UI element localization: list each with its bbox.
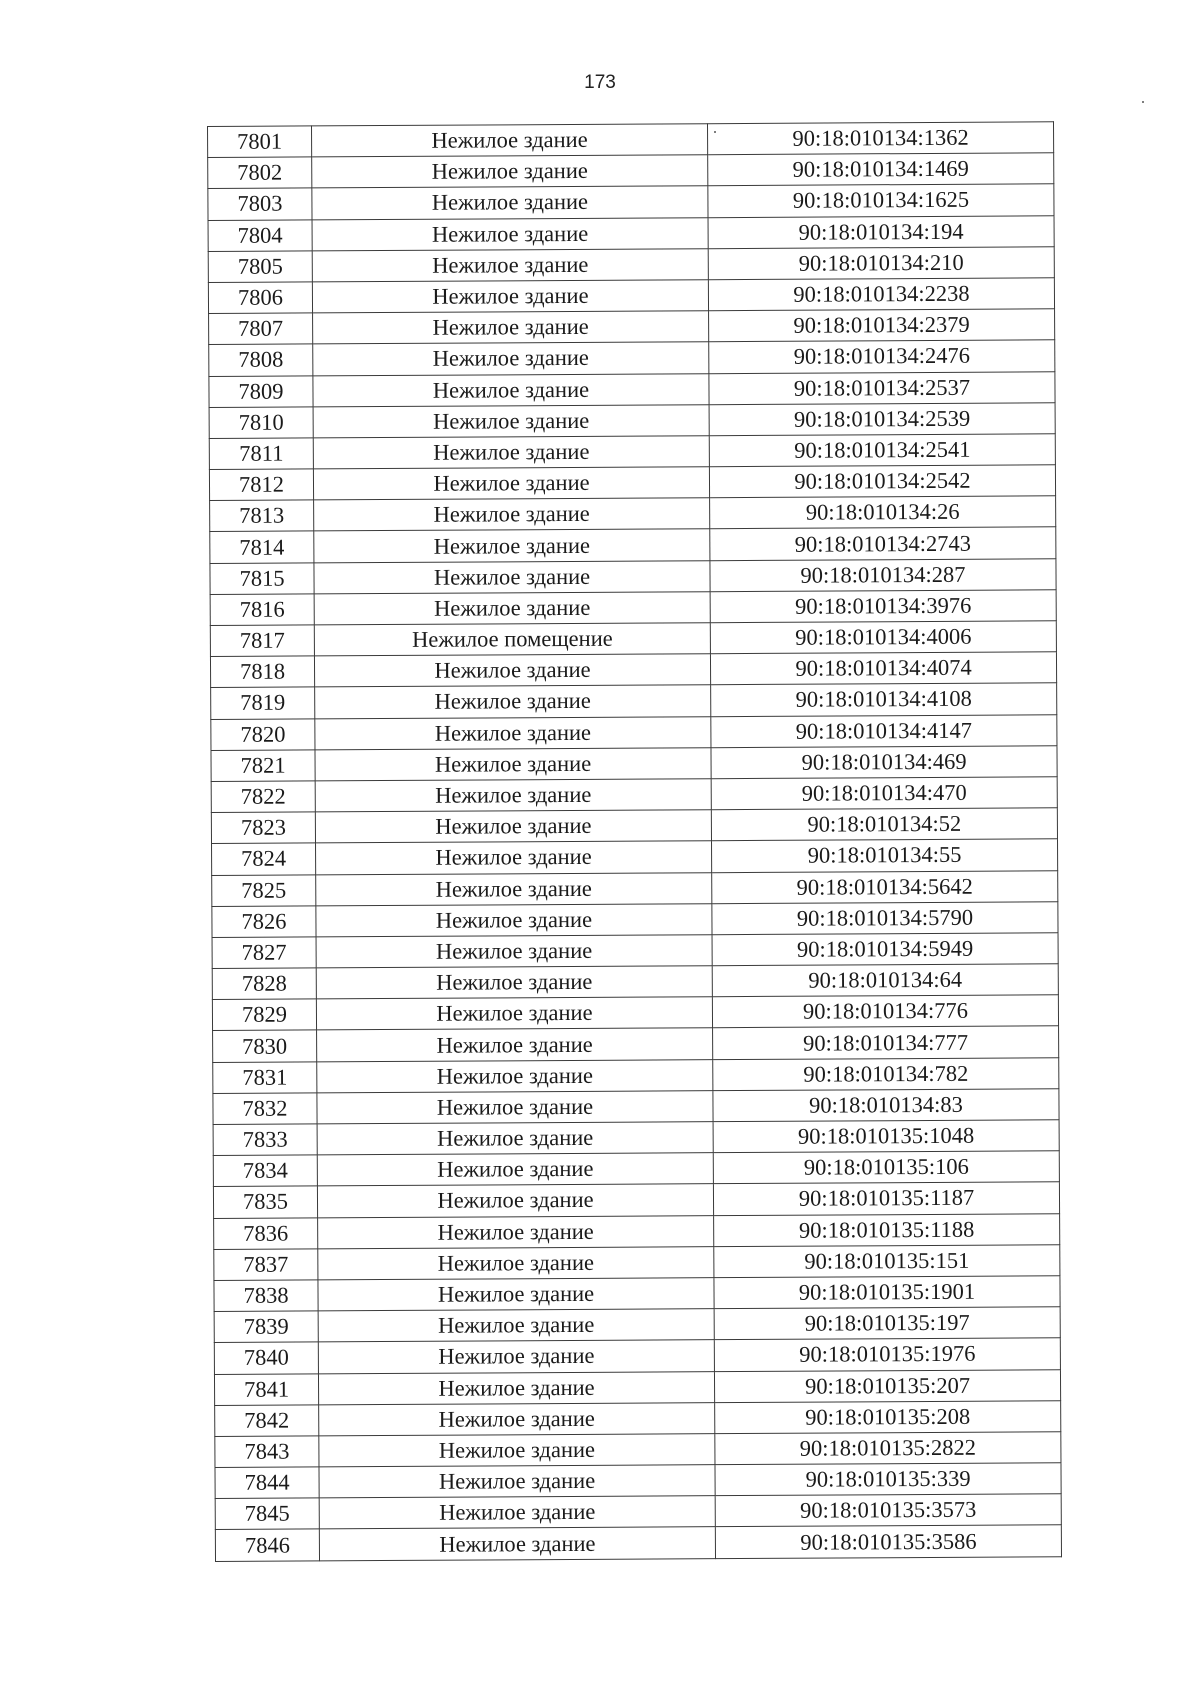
cadastral-number-cell: 90:18:010134:2379 <box>709 309 1055 342</box>
table-row <box>210 621 1056 657</box>
object-type-cell: Нежилое здание <box>317 1059 713 1092</box>
table-row <box>208 184 1054 220</box>
object-type-cell: Нежилое здание <box>316 935 712 968</box>
table-row <box>215 1494 1061 1530</box>
cadastral-number-cell: 90:18:010134:5949 <box>712 933 1058 966</box>
page-number: 173 <box>584 72 616 93</box>
row-number-cell: 7829 <box>212 999 316 1031</box>
object-type-cell: Нежилое здание <box>316 997 712 1030</box>
table-row <box>214 1276 1060 1312</box>
row-number-cell: 7835 <box>213 1186 317 1218</box>
table-row <box>215 1432 1061 1468</box>
object-type-cell: Нежилое здание <box>317 1091 713 1124</box>
object-type-cell: Нежилое здание <box>312 217 708 250</box>
cadastral-number-cell: 90:18:010134:2541 <box>709 434 1055 467</box>
object-type-cell: Нежилое здание <box>314 498 710 531</box>
table-row <box>212 870 1058 906</box>
row-number-cell: 7831 <box>213 1062 317 1094</box>
row-number-cell: 7839 <box>214 1311 318 1343</box>
object-type-cell: Нежилое здание <box>313 373 709 406</box>
table-row <box>213 1182 1059 1218</box>
table-row <box>214 1369 1060 1405</box>
object-type-cell: Нежилое здание <box>312 248 708 281</box>
row-number-cell: 7843 <box>215 1436 319 1468</box>
scan-speck <box>714 131 716 133</box>
table-row <box>215 1525 1061 1561</box>
object-type-cell: Нежилое здание <box>316 841 712 874</box>
row-number-cell: 7806 <box>208 282 312 314</box>
object-type-cell: Нежилое здание <box>315 747 711 780</box>
cadastral-number-cell: 90:18:010134:26 <box>710 496 1056 529</box>
cadastral-number-cell: 90:18:010134:2743 <box>710 527 1056 560</box>
table-row <box>212 901 1058 937</box>
table-row <box>211 808 1057 844</box>
row-number-cell: 7824 <box>212 843 316 875</box>
row-number-cell: 7830 <box>213 1030 317 1062</box>
row-number-cell: 7846 <box>215 1529 319 1561</box>
object-type-cell: Нежилое здание <box>315 810 711 843</box>
row-number-cell: 7834 <box>213 1155 317 1187</box>
table-row <box>215 1400 1061 1436</box>
row-number-cell: 7838 <box>214 1280 318 1312</box>
table-row <box>209 402 1055 438</box>
cadastral-number-cell: 90:18:010135:151 <box>714 1245 1060 1278</box>
object-type-cell: Нежилое здание <box>319 1527 715 1560</box>
row-number-cell: 7819 <box>211 687 315 719</box>
table-row <box>210 558 1056 594</box>
object-type-cell: Нежилое здание <box>318 1309 714 1342</box>
table-row <box>210 590 1056 626</box>
table-row <box>213 1120 1059 1156</box>
cadastral-number-cell: 90:18:010134:4108 <box>711 683 1057 716</box>
table-row <box>213 1057 1059 1093</box>
table-row <box>214 1307 1060 1343</box>
object-type-cell: Нежилое здание <box>316 872 712 905</box>
object-type-cell: Нежилое здание <box>316 966 712 999</box>
cadastral-number-cell: 90:18:010134:2542 <box>709 465 1055 498</box>
row-number-cell: 7808 <box>209 344 313 376</box>
object-type-cell: Нежилое здание <box>314 529 710 562</box>
table-row <box>209 340 1055 376</box>
object-type-cell: Нежилое помещение <box>314 623 710 656</box>
object-type-cell: Нежилое здание <box>319 1496 715 1529</box>
object-type-cell: Нежилое здание <box>312 155 708 188</box>
row-number-cell: 7812 <box>209 469 313 501</box>
table-row <box>212 964 1058 1000</box>
object-type-cell: Нежилое здание <box>316 903 712 936</box>
object-type-cell: Нежилое здание <box>315 685 711 718</box>
row-number-cell: 7816 <box>210 594 314 626</box>
table-row <box>215 1463 1061 1499</box>
row-number-cell: 7803 <box>208 188 312 220</box>
row-number-cell: 7802 <box>208 157 312 189</box>
cadastral-number-cell: 90:18:010134:469 <box>711 746 1057 779</box>
object-type-cell: Нежилое здание <box>318 1278 714 1311</box>
table-row <box>213 1026 1059 1062</box>
cadastral-number-cell: 90:18:010134:287 <box>710 558 1056 591</box>
table-row <box>210 496 1056 532</box>
row-number-cell: 7840 <box>214 1342 318 1374</box>
table-row <box>209 465 1055 501</box>
row-number-cell: 7818 <box>210 656 314 688</box>
object-type-cell: Нежилое здание <box>314 592 710 625</box>
cadastral-number-cell: 90:18:010134:782 <box>713 1057 1059 1090</box>
row-number-cell: 7841 <box>214 1373 318 1405</box>
table-row <box>210 527 1056 563</box>
object-type-cell: Нежилое здание <box>318 1340 714 1373</box>
row-number-cell: 7805 <box>208 251 312 283</box>
object-type-cell: Нежилое здание <box>317 1028 713 1061</box>
row-number-cell: 7807 <box>209 313 313 345</box>
table-row <box>211 714 1057 750</box>
cadastral-number-cell: 90:18:010134:2238 <box>708 278 1054 311</box>
cadastral-number-cell: 90:18:010134:1469 <box>708 153 1054 186</box>
table-row <box>212 933 1058 969</box>
cadastral-number-cell: 90:18:010135:2822 <box>715 1432 1061 1465</box>
cadastral-number-cell: 90:18:010134:55 <box>712 839 1058 872</box>
row-number-cell: 7833 <box>213 1124 317 1156</box>
table-row <box>210 652 1056 688</box>
cadastral-number-cell: 90:18:010135:197 <box>714 1307 1060 1340</box>
table-row <box>209 434 1055 470</box>
table-row <box>214 1245 1060 1281</box>
object-type-cell: Нежилое здание <box>318 1371 714 1404</box>
object-type-cell: Нежилое здание <box>317 1153 713 1186</box>
row-number-cell: 7820 <box>211 718 315 750</box>
table-row <box>213 1089 1059 1125</box>
row-number-cell: 7822 <box>211 781 315 813</box>
row-number-cell: 7842 <box>215 1405 319 1437</box>
registry-table-body <box>208 122 1062 1561</box>
object-type-cell: Нежилое здание <box>313 404 709 437</box>
row-number-cell: 7813 <box>210 500 314 532</box>
object-type-cell: Нежилое здание <box>315 716 711 749</box>
object-type-cell: Нежилое здание <box>317 1122 713 1155</box>
row-number-cell: 7814 <box>210 531 314 563</box>
table-row <box>212 839 1058 875</box>
row-number-cell: 7810 <box>209 407 313 439</box>
cadastral-number-cell: 90:18:010134:2537 <box>709 371 1055 404</box>
row-number-cell: 7825 <box>212 874 316 906</box>
cadastral-number-cell: 90:18:010134:2539 <box>709 402 1055 435</box>
scan-speck <box>1142 101 1144 103</box>
table-row <box>213 1151 1059 1187</box>
row-number-cell: 7804 <box>208 219 312 251</box>
cadastral-number-cell: 90:18:010134:1362 <box>707 122 1053 155</box>
row-number-cell: 7821 <box>211 750 315 782</box>
cadastral-number-cell: 90:18:010134:3976 <box>710 590 1056 623</box>
cadastral-number-cell: 90:18:010134:776 <box>712 995 1058 1028</box>
cadastral-number-cell: 90:18:010134:83 <box>713 1089 1059 1122</box>
object-type-cell: Нежилое здание <box>312 280 708 313</box>
row-number-cell: 7827 <box>212 937 316 969</box>
registry-table-container <box>207 121 1061 1561</box>
row-number-cell: 7815 <box>210 563 314 595</box>
object-type-cell: Нежилое здание <box>317 1184 713 1217</box>
table-row <box>214 1213 1060 1249</box>
cadastral-number-cell: 90:18:010134:210 <box>708 247 1054 280</box>
table-row <box>208 278 1054 314</box>
cadastral-number-cell: 90:18:010134:64 <box>712 964 1058 997</box>
cadastral-number-cell: 90:18:010135:1901 <box>714 1276 1060 1309</box>
cadastral-number-cell: 90:18:010135:207 <box>714 1369 1060 1402</box>
table-row <box>208 122 1054 158</box>
cadastral-number-cell: 90:18:010134:2476 <box>709 340 1055 373</box>
cadastral-number-cell: 90:18:010135:1976 <box>714 1338 1060 1371</box>
object-type-cell: Нежилое здание <box>314 654 710 687</box>
cadastral-number-cell: 90:18:010135:1188 <box>714 1213 1060 1246</box>
cadastral-number-cell: 90:18:010134:4006 <box>710 621 1056 654</box>
row-number-cell: 7823 <box>211 812 315 844</box>
table-row <box>211 683 1057 719</box>
cadastral-number-cell: 90:18:010134:4147 <box>711 714 1057 747</box>
object-type-cell: Нежилое здание <box>319 1434 715 1467</box>
row-number-cell: 7826 <box>212 906 316 938</box>
table-row <box>212 995 1058 1031</box>
cadastral-number-cell: 90:18:010134:5790 <box>712 901 1058 934</box>
object-type-cell: Нежилое здание <box>313 311 709 344</box>
row-number-cell: 7801 <box>208 126 312 158</box>
object-type-cell: Нежилое здание <box>314 560 710 593</box>
table-row <box>208 247 1054 283</box>
object-type-cell: Нежилое здание <box>318 1215 714 1248</box>
row-number-cell: 7828 <box>212 968 316 1000</box>
table-row <box>214 1338 1060 1374</box>
table-row <box>208 153 1054 189</box>
row-number-cell: 7837 <box>214 1249 318 1281</box>
cadastral-number-cell: 90:18:010135:1048 <box>713 1120 1059 1153</box>
cadastral-number-cell: 90:18:010135:1187 <box>713 1182 1059 1215</box>
object-type-cell: Нежилое здание <box>318 1246 714 1279</box>
table-row <box>209 371 1055 407</box>
cadastral-number-cell: 90:18:010134:52 <box>711 808 1057 841</box>
cadastral-number-cell: 90:18:010134:5642 <box>712 870 1058 903</box>
object-type-cell: Нежилое здание <box>319 1465 715 1498</box>
cadastral-number-cell: 90:18:010135:3573 <box>715 1494 1061 1527</box>
cadastral-number-cell: 90:18:010135:106 <box>713 1151 1059 1184</box>
object-type-cell: Нежилое здание <box>313 342 709 375</box>
row-number-cell: 7844 <box>215 1467 319 1499</box>
cadastral-number-cell: 90:18:010135:339 <box>715 1463 1061 1496</box>
object-type-cell: Нежилое здание <box>312 124 708 157</box>
cadastral-number-cell: 90:18:010134:470 <box>711 777 1057 810</box>
row-number-cell: 7832 <box>213 1093 317 1125</box>
registry-table <box>207 121 1062 1561</box>
object-type-cell: Нежилое здание <box>313 467 709 500</box>
row-number-cell: 7809 <box>209 375 313 407</box>
object-type-cell: Нежилое здание <box>315 779 711 812</box>
cadastral-number-cell: 90:18:010134:4074 <box>710 652 1056 685</box>
cadastral-number-cell: 90:18:010135:208 <box>715 1400 1061 1433</box>
object-type-cell: Нежилое здание <box>312 186 708 219</box>
table-row <box>211 777 1057 813</box>
row-number-cell: 7836 <box>214 1217 318 1249</box>
object-type-cell: Нежилое здание <box>313 436 709 469</box>
table-row <box>209 309 1055 345</box>
row-number-cell: 7817 <box>210 625 314 657</box>
cadastral-number-cell: 90:18:010134:777 <box>713 1026 1059 1059</box>
object-type-cell: Нежилое здание <box>319 1402 715 1435</box>
row-number-cell: 7811 <box>209 438 313 470</box>
cadastral-number-cell: 90:18:010134:1625 <box>708 184 1054 217</box>
cadastral-number-cell: 90:18:010134:194 <box>708 215 1054 248</box>
table-row <box>211 746 1057 782</box>
row-number-cell: 7845 <box>215 1498 319 1530</box>
cadastral-number-cell: 90:18:010135:3586 <box>715 1525 1061 1558</box>
table-row <box>208 215 1054 251</box>
